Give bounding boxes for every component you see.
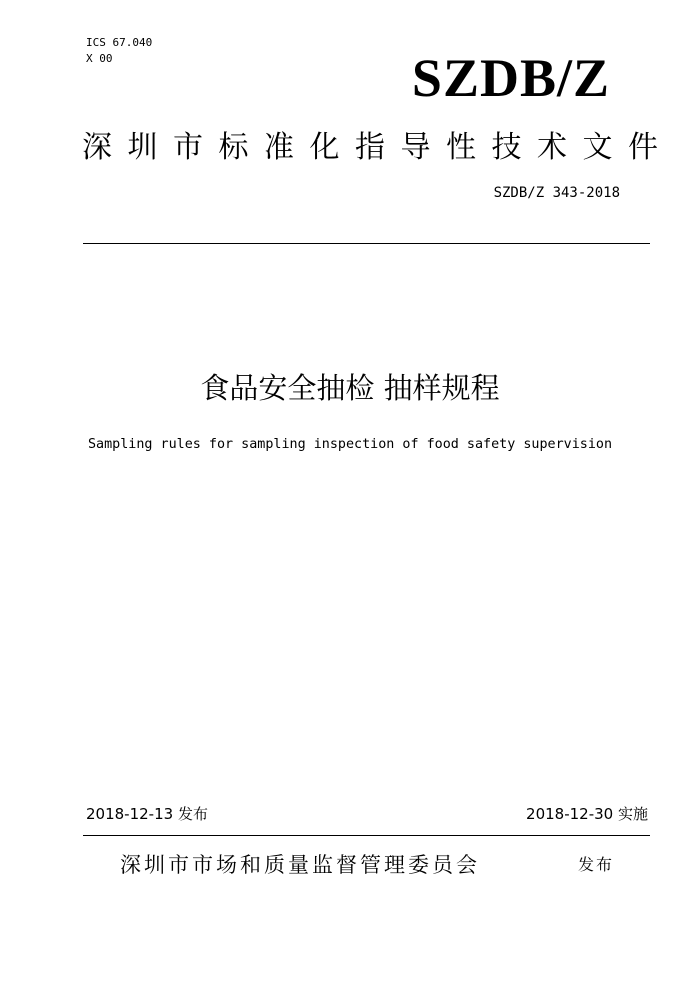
title-english: Sampling rules for sampling inspection of food safety supervision <box>87 437 613 452</box>
header-divider <box>83 243 650 244</box>
issue-date: 2018-12-13 发布 <box>86 805 208 823</box>
publisher: 深圳市市场和质量监督管理委员会 <box>120 853 480 877</box>
implementation-date: 2018-12-30 实施 <box>526 805 648 823</box>
title-chinese: 食品安全抽检 抽样规程 <box>200 371 500 405</box>
document-number: SZDB/Z 343-2018 <box>493 185 620 201</box>
classification-code: X 00 <box>86 52 113 65</box>
publish-label: 发布 <box>578 855 615 874</box>
document-type: 深圳市标准化指导性技术文件 <box>82 130 674 165</box>
footer-divider <box>83 835 650 836</box>
ics-code: ICS 67.040 <box>86 36 153 49</box>
standard-brand: SZDB/Z <box>411 48 610 108</box>
